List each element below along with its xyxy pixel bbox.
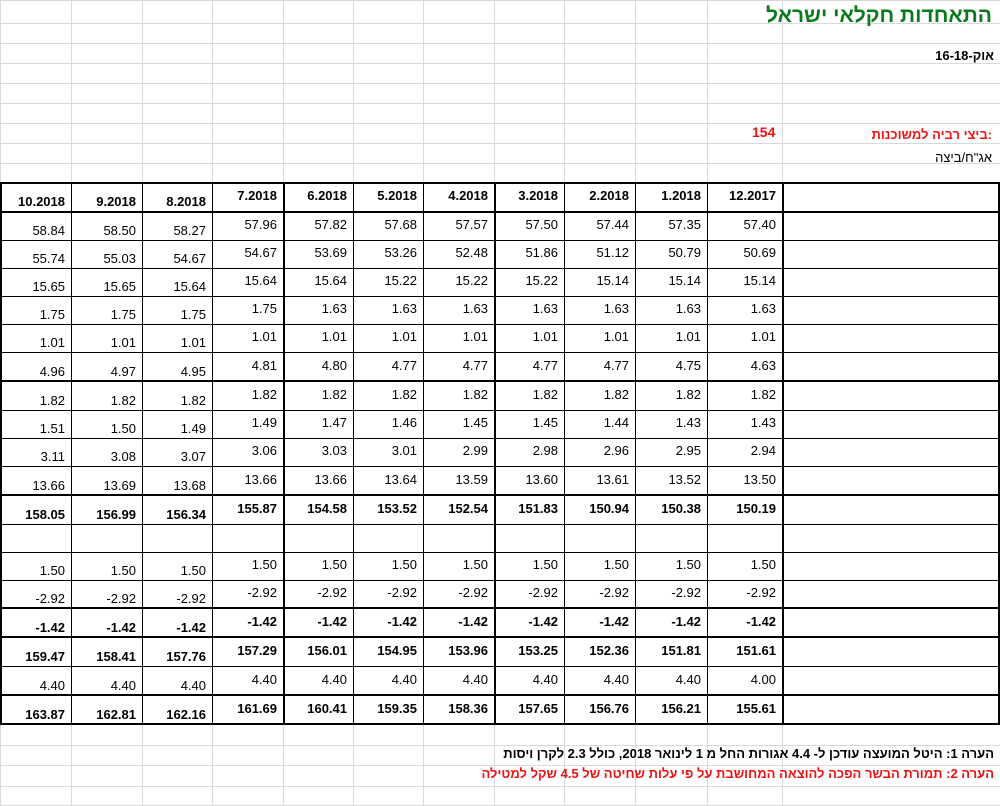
table-cell[interactable]: -1.42 xyxy=(317,614,347,629)
table-row-border xyxy=(0,296,1000,297)
table-cell[interactable]: 1.46 xyxy=(391,415,417,430)
table-cell[interactable]: 1.63 xyxy=(321,301,347,316)
column-header[interactable]: 1.2018 xyxy=(661,188,701,203)
table-cell[interactable]: 1.82 xyxy=(462,387,488,402)
table-row-border xyxy=(0,240,1000,241)
table-cell[interactable]: 57.44 xyxy=(596,217,629,232)
table-cell[interactable]: 4.40 xyxy=(251,672,277,687)
table-cell[interactable]: 1.45 xyxy=(462,415,488,430)
table-cell[interactable]: 156.34 xyxy=(166,507,206,522)
table-cell[interactable]: 57.96 xyxy=(244,217,277,232)
table-cell[interactable]: 15.64 xyxy=(173,279,206,294)
table-cell[interactable]: 160.41 xyxy=(307,701,347,716)
table-section-border xyxy=(0,380,1000,382)
table-cell[interactable]: 151.61 xyxy=(736,643,776,658)
grid-row-line xyxy=(0,0,1000,1)
table-cell[interactable]: 153.96 xyxy=(448,643,488,658)
table-cell[interactable]: 1.01 xyxy=(321,329,347,344)
table-cell[interactable]: 4.40 xyxy=(391,672,417,687)
table-cell[interactable]: 1.75 xyxy=(39,307,65,322)
column-header[interactable]: 7.2018 xyxy=(237,188,277,203)
table-cell[interactable]: 4.40 xyxy=(39,678,65,693)
table-cell[interactable]: 163.87 xyxy=(25,707,65,722)
table-cell[interactable]: 15.65 xyxy=(32,279,65,294)
table-cell[interactable]: 162.81 xyxy=(96,707,136,722)
table-cell[interactable]: -1.42 xyxy=(671,614,701,629)
table-cell[interactable]: 1.01 xyxy=(603,329,629,344)
table-cell[interactable]: 159.47 xyxy=(25,649,65,664)
table-cell[interactable]: 151.81 xyxy=(661,643,701,658)
table-cell[interactable]: -2.92 xyxy=(599,585,629,600)
table-cell[interactable]: 157.29 xyxy=(237,643,277,658)
table-cell[interactable]: 1.82 xyxy=(321,387,347,402)
table-cell[interactable]: -2.92 xyxy=(317,585,347,600)
table-cell[interactable]: 1.50 xyxy=(251,557,277,572)
table-cell[interactable]: 4.97 xyxy=(110,364,136,379)
table-cell[interactable]: 156.21 xyxy=(661,701,701,716)
grid-row-line xyxy=(0,43,1000,44)
table-cell[interactable]: 1.01 xyxy=(251,329,277,344)
table-cell[interactable]: 4.77 xyxy=(603,358,629,373)
table-cell[interactable]: 57.82 xyxy=(314,217,347,232)
table-cell[interactable]: 15.14 xyxy=(668,273,701,288)
table-cell[interactable]: -2.92 xyxy=(458,585,488,600)
table-cell[interactable]: 15.22 xyxy=(455,273,488,288)
table-cell[interactable]: 2.94 xyxy=(750,443,776,458)
table-cell[interactable]: 162.16 xyxy=(166,707,206,722)
table-cell[interactable]: 51.86 xyxy=(525,245,558,260)
table-cell[interactable]: 4.77 xyxy=(391,358,417,373)
table-cell[interactable]: 156.76 xyxy=(589,701,629,716)
table-cell[interactable]: 4.40 xyxy=(321,672,347,687)
table-cell[interactable]: 1.01 xyxy=(532,329,558,344)
table-cell[interactable]: 1.45 xyxy=(532,415,558,430)
unit-label: אג"ח/ביצה xyxy=(935,150,992,165)
table-cell[interactable]: -2.92 xyxy=(387,585,417,600)
column-header[interactable]: 6.2018 xyxy=(307,188,347,203)
table-cell[interactable]: 1.63 xyxy=(532,301,558,316)
table-cell[interactable]: 13.59 xyxy=(455,472,488,487)
table-cell[interactable]: 1.51 xyxy=(39,421,65,436)
table-cell[interactable]: 58.27 xyxy=(173,223,206,238)
column-header[interactable]: 3.2018 xyxy=(518,188,558,203)
table-cell[interactable]: 1.63 xyxy=(391,301,417,316)
table-cell[interactable]: 50.79 xyxy=(668,245,701,260)
table-cell[interactable]: 1.82 xyxy=(251,387,277,402)
table-cell[interactable]: 1.82 xyxy=(391,387,417,402)
table-cell[interactable]: 1.44 xyxy=(603,415,629,430)
table-cell[interactable]: 152.36 xyxy=(589,643,629,658)
table-cell[interactable]: 1.82 xyxy=(532,387,558,402)
table-cell[interactable]: 157.76 xyxy=(166,649,206,664)
grid-row-line xyxy=(0,163,1000,164)
table-cell[interactable]: 154.95 xyxy=(377,643,417,658)
table-cell[interactable]: 1.82 xyxy=(39,393,65,408)
table-cell[interactable]: 58.84 xyxy=(32,223,65,238)
table-section-border xyxy=(0,607,1000,609)
table-cell[interactable]: 4.95 xyxy=(180,364,206,379)
table-cell[interactable]: 15.14 xyxy=(743,273,776,288)
table-row-border xyxy=(0,182,1000,184)
table-cell[interactable]: 3.01 xyxy=(391,443,417,458)
table-cell[interactable]: 15.64 xyxy=(314,273,347,288)
table-cell[interactable]: 1.82 xyxy=(675,387,701,402)
table-cell[interactable]: 13.52 xyxy=(668,472,701,487)
table-cell[interactable]: 161.69 xyxy=(237,701,277,716)
table-row-border xyxy=(0,211,1000,213)
table-col-border xyxy=(782,183,784,724)
table-row-border xyxy=(0,466,1000,467)
table-cell[interactable]: 15.22 xyxy=(384,273,417,288)
table-row-border xyxy=(0,580,1000,581)
grid-row-line xyxy=(0,83,1000,84)
table-cell[interactable]: 2.96 xyxy=(603,443,629,458)
table-cell[interactable]: 1.01 xyxy=(750,329,776,344)
table-cell[interactable]: -1.42 xyxy=(35,620,65,635)
table-cell[interactable]: 55.03 xyxy=(103,251,136,266)
table-cell[interactable]: 155.87 xyxy=(237,501,277,516)
table-cell[interactable]: 1.01 xyxy=(391,329,417,344)
table-cell[interactable]: 58.50 xyxy=(103,223,136,238)
table-cell[interactable]: 151.83 xyxy=(518,501,558,516)
table-cell[interactable]: 1.01 xyxy=(180,335,206,350)
table-cell[interactable]: 1.50 xyxy=(391,557,417,572)
table-cell[interactable]: 13.69 xyxy=(103,478,136,493)
note-2: הערה 2: תמורת הבשר הפכה להוצאה המחושבת על פי עלות שחיטה של 4.5 שקל למטילה xyxy=(481,766,994,781)
table-cell[interactable]: 156.01 xyxy=(307,643,347,658)
table-cell[interactable]: 13.50 xyxy=(743,472,776,487)
table-cell[interactable]: 1.50 xyxy=(110,421,136,436)
grid-row-line xyxy=(0,143,1000,144)
table-cell[interactable]: 57.50 xyxy=(525,217,558,232)
grid-row-line xyxy=(0,103,1000,104)
table-cell[interactable]: 15.14 xyxy=(596,273,629,288)
table-row-border xyxy=(0,352,1000,353)
table-cell[interactable]: 13.68 xyxy=(173,478,206,493)
table-row-border xyxy=(0,410,1000,411)
table-cell[interactable]: 1.82 xyxy=(603,387,629,402)
table-cell[interactable]: 1.01 xyxy=(675,329,701,344)
table-cell[interactable]: 53.69 xyxy=(314,245,347,260)
table-cell[interactable]: -2.92 xyxy=(176,591,206,606)
table-cell[interactable]: 50.69 xyxy=(743,245,776,260)
table-cell[interactable]: -2.92 xyxy=(528,585,558,600)
table-cell[interactable]: 152.54 xyxy=(448,501,488,516)
table-cell[interactable]: 55.74 xyxy=(32,251,65,266)
table-cell[interactable]: 153.52 xyxy=(377,501,417,516)
table-cell[interactable]: 2.98 xyxy=(532,443,558,458)
table-cell[interactable]: 3.07 xyxy=(180,449,206,464)
table-cell[interactable]: 51.12 xyxy=(596,245,629,260)
table-cell[interactable]: 155.61 xyxy=(736,701,776,716)
table-cell[interactable]: 53.26 xyxy=(384,245,417,260)
table-bottom-border xyxy=(0,723,1000,725)
table-cell[interactable]: 1.75 xyxy=(251,301,277,316)
table-cell[interactable]: 13.60 xyxy=(525,472,558,487)
report-date: 16-אוק-18 xyxy=(935,48,994,63)
table-cell[interactable]: -2.92 xyxy=(671,585,701,600)
table-cell[interactable]: -2.92 xyxy=(35,591,65,606)
table-cell[interactable]: 13.64 xyxy=(384,472,417,487)
table-cell[interactable]: 4.96 xyxy=(39,364,65,379)
table-cell[interactable]: 54.67 xyxy=(173,251,206,266)
column-header[interactable]: 9.2018 xyxy=(96,194,136,209)
table-cell[interactable]: 1.50 xyxy=(110,563,136,578)
table-row-border xyxy=(0,324,1000,325)
table-section-border xyxy=(0,494,1000,496)
table-cell[interactable]: 1.01 xyxy=(462,329,488,344)
table-cell[interactable]: 1.63 xyxy=(750,301,776,316)
table-cell[interactable]: -1.42 xyxy=(599,614,629,629)
table-cell[interactable]: 13.66 xyxy=(244,472,277,487)
table-cell[interactable]: 1.82 xyxy=(180,393,206,408)
table-row-border xyxy=(0,268,1000,269)
table-cell[interactable]: 1.50 xyxy=(321,557,347,572)
table-row-border xyxy=(0,438,1000,439)
table-cell[interactable]: 1.75 xyxy=(110,307,136,322)
eggs-label: ביצי רביה למשוכנות: xyxy=(871,127,992,142)
table-cell[interactable]: 57.68 xyxy=(384,217,417,232)
table-cell[interactable]: 3.08 xyxy=(110,449,136,464)
table-row-border xyxy=(0,524,1000,525)
table-cell[interactable]: 15.65 xyxy=(103,279,136,294)
table-cell[interactable]: 157.65 xyxy=(518,701,558,716)
table-cell[interactable]: 1.50 xyxy=(180,563,206,578)
table-cell[interactable]: 1.01 xyxy=(39,335,65,350)
table-cell[interactable]: -1.42 xyxy=(746,614,776,629)
table-cell[interactable]: 4.40 xyxy=(462,672,488,687)
note-1: הערה 1: היטל המועצה עודכן ל- 4.4 אגורות החל מ 1 לינואר 2018, כולל 2.3 לקרן ויסות xyxy=(503,746,994,761)
table-cell[interactable]: 150.38 xyxy=(661,501,701,516)
table-cell[interactable]: 1.50 xyxy=(532,557,558,572)
table-cell[interactable]: 1.50 xyxy=(675,557,701,572)
table-cell[interactable]: 1.82 xyxy=(110,393,136,408)
table-cell[interactable]: 4.40 xyxy=(532,672,558,687)
grid-row-line xyxy=(0,123,1000,124)
table-cell[interactable]: -1.42 xyxy=(176,620,206,635)
table-cell[interactable]: 4.77 xyxy=(532,358,558,373)
table-cell[interactable]: 1.75 xyxy=(180,307,206,322)
table-cell[interactable]: -1.42 xyxy=(387,614,417,629)
table-cell[interactable]: 1.43 xyxy=(750,415,776,430)
table-cell[interactable]: 4.40 xyxy=(603,672,629,687)
sheet-title: התאחדות חקלאי ישראל xyxy=(766,4,992,27)
table-row-border xyxy=(0,666,1000,667)
table-cell[interactable]: 4.40 xyxy=(110,678,136,693)
table-cell[interactable]: 3.03 xyxy=(321,443,347,458)
table-cell[interactable]: 156.99 xyxy=(96,507,136,522)
table-cell[interactable]: 4.40 xyxy=(180,678,206,693)
table-cell[interactable]: 158.36 xyxy=(448,701,488,716)
table-cell[interactable]: -2.92 xyxy=(106,591,136,606)
table-cell[interactable]: 2.95 xyxy=(675,443,701,458)
table-cell[interactable]: 1.43 xyxy=(675,415,701,430)
table-cell[interactable]: -1.42 xyxy=(458,614,488,629)
table-cell[interactable]: 154.58 xyxy=(307,501,347,516)
table-section-border xyxy=(0,694,1000,696)
table-cell[interactable]: 3.11 xyxy=(40,449,65,464)
table-cell[interactable]: 150.94 xyxy=(589,501,629,516)
column-header[interactable]: 10.2018 xyxy=(18,194,65,209)
table-cell[interactable]: 4.40 xyxy=(675,672,701,687)
table-cell[interactable]: 158.41 xyxy=(96,649,136,664)
eggs-value: 154 xyxy=(752,124,776,140)
table-cell[interactable]: -1.42 xyxy=(106,620,136,635)
table-cell[interactable]: 4.80 xyxy=(321,358,347,373)
table-cell[interactable]: -1.42 xyxy=(528,614,558,629)
table-cell[interactable]: 15.64 xyxy=(244,273,277,288)
table-cell[interactable]: -1.42 xyxy=(247,614,277,629)
table-cell[interactable]: 1.47 xyxy=(321,415,347,430)
table-cell[interactable]: 150.19 xyxy=(736,501,776,516)
table-cell[interactable]: 1.50 xyxy=(462,557,488,572)
table-cell[interactable]: 4.81 xyxy=(251,358,277,373)
table-cell[interactable]: 4.00 xyxy=(750,672,776,687)
column-header[interactable]: 12.2017 xyxy=(729,188,776,203)
table-cell[interactable]: 1.63 xyxy=(462,301,488,316)
table-cell[interactable]: 4.77 xyxy=(462,358,488,373)
table-cell[interactable]: 159.35 xyxy=(377,701,417,716)
table-cell[interactable]: 3.06 xyxy=(251,443,277,458)
table-cell[interactable]: 57.57 xyxy=(455,217,488,232)
table-cell[interactable]: 1.63 xyxy=(675,301,701,316)
column-header[interactable]: 2.2018 xyxy=(589,188,629,203)
table-cell[interactable]: 4.75 xyxy=(675,358,701,373)
table-section-border xyxy=(0,636,1000,638)
table-cell[interactable]: 1.82 xyxy=(750,387,776,402)
table-cell[interactable]: -2.92 xyxy=(247,585,277,600)
table-cell[interactable]: 13.66 xyxy=(32,478,65,493)
table-cell[interactable]: 2.99 xyxy=(462,443,488,458)
table-cell[interactable]: 15.22 xyxy=(525,273,558,288)
table-cell[interactable]: -2.92 xyxy=(746,585,776,600)
table-cell[interactable]: 1.50 xyxy=(39,563,65,578)
table-cell[interactable]: 1.49 xyxy=(180,421,206,436)
table-row-border xyxy=(0,552,1000,553)
table-cell[interactable]: 13.61 xyxy=(596,472,629,487)
table-cell[interactable]: 1.50 xyxy=(750,557,776,572)
table-cell[interactable]: 57.35 xyxy=(668,217,701,232)
table-cell[interactable]: 1.01 xyxy=(110,335,136,350)
table-cell[interactable]: 57.40 xyxy=(743,217,776,232)
column-header[interactable]: 8.2018 xyxy=(166,194,206,209)
table-cell[interactable]: 158.05 xyxy=(25,507,65,522)
column-header[interactable]: 4.2018 xyxy=(448,188,488,203)
table-cell[interactable]: 1.63 xyxy=(603,301,629,316)
table-cell[interactable]: 1.49 xyxy=(251,415,277,430)
table-cell[interactable]: 1.50 xyxy=(603,557,629,572)
table-cell[interactable]: 153.25 xyxy=(518,643,558,658)
table-cell[interactable]: 54.67 xyxy=(244,245,277,260)
table-cell[interactable]: 52.48 xyxy=(455,245,488,260)
column-header[interactable]: 5.2018 xyxy=(377,188,417,203)
table-cell[interactable]: 4.63 xyxy=(750,358,776,373)
grid-row-line xyxy=(0,786,1000,787)
grid-row-line xyxy=(0,63,1000,64)
table-cell[interactable]: 13.66 xyxy=(314,472,347,487)
